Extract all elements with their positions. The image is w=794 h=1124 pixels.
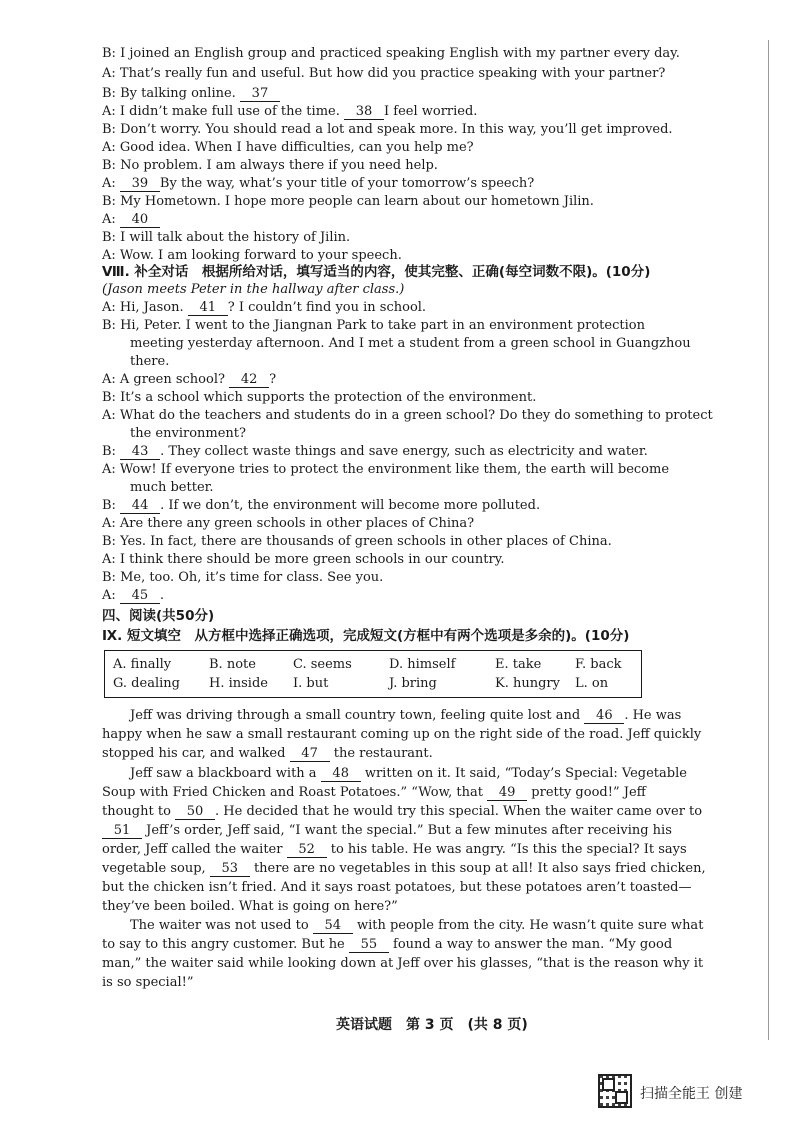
blank-44[interactable]: 44 [120, 499, 160, 514]
option-item: A. finally [113, 657, 172, 672]
qr-code-icon [598, 1074, 632, 1108]
option-item: G. dealing [113, 676, 180, 691]
passage-line: order, Jeff called the waiter 52 to his table. He was angry. “Is this the special? It says [102, 842, 687, 857]
passage-line: 51 Jeff’s order, Jeff said, “I want the special.” But a few minutes after receiving his [102, 823, 672, 839]
passage-line: thought to 50 . He decided that he would try this special. When the waiter came over to [102, 804, 703, 819]
dialogue-line: A: A green school? 42 ? [102, 372, 277, 387]
dialogue-line: A: I think there should be more green schools in our country. [102, 552, 505, 567]
passage-line: Soup with Fried Chicken and Roast Potatoes.” “Wow, that 49 pretty good!” Jeff [102, 785, 646, 800]
blank-37[interactable]: 37 [240, 87, 280, 102]
blank-48[interactable]: 48 [321, 767, 361, 782]
dialogue-line: B: Hi, Peter. I went to the Jiangnan Park to take part in an environment protection [102, 318, 645, 333]
dialogue-line: A: That’s really fun and useful. But how did you practice speaking with your partner? [102, 66, 666, 81]
section-8-scene: (Jason meets Peter in the hallway after class.) [102, 282, 405, 297]
passage-line: but the chicken isn’t fried. And it says roast potatoes, but these potatoes aren’t toasted— [102, 880, 692, 895]
blank-41[interactable]: 41 [188, 301, 228, 316]
dialogue-line: B: I joined an English group and practiced speaking English with my partner every day. [102, 46, 680, 61]
option-item: L. on [575, 676, 609, 691]
page-footer: 英语试题 第 3 页 (共 8 页) [336, 1017, 528, 1033]
option-item: F. back [575, 657, 622, 672]
passage-line: The waiter was not used to 54 with people from the city. He wasn’t quite sure what [130, 918, 704, 933]
blank-39[interactable]: 39 [120, 177, 160, 192]
dialogue-line: much better. [130, 480, 214, 495]
option-item: H. inside [209, 676, 268, 691]
passage-line: to say to this angry customer. But he 55 found a way to answer the man. “My good [102, 937, 673, 952]
dialogue-line: B: No problem. I am always there if you need help. [102, 158, 438, 173]
blank-42[interactable]: 42 [229, 373, 269, 388]
passage-line: happy when he saw a small restaurant coming up on the right side of the road. Jeff quickly [102, 727, 702, 742]
dialogue-line: B: Me, too. Oh, it’s time for class. See you. [102, 570, 384, 585]
blank-54[interactable]: 54 [313, 919, 353, 934]
option-item: J. bring [389, 676, 437, 691]
dialogue-line: B: Yes. In fact, there are thousands of green schools in other places of China. [102, 534, 612, 549]
dialogue-line: B: Don’t worry. You should read a lot and speak more. In this way, you’ll get improved. [102, 122, 673, 137]
passage-line: man,” the waiter said while looking down at Jeff over his glasses, “that is the reason why it [102, 956, 704, 971]
dialogue-line: A: 40 [102, 212, 160, 228]
blank-50[interactable]: 50 [175, 805, 215, 820]
option-item: I. but [293, 676, 329, 691]
options-box [104, 650, 642, 698]
dialogue-line: A: Good idea. When I have difficulties, can you help me? [102, 140, 474, 155]
blank-43[interactable]: 43 [120, 445, 160, 460]
option-item: D. himself [389, 657, 456, 672]
dialogue-line: B: 44 . If we don’t, the environment will become more polluted. [102, 498, 541, 513]
option-item: E. take [495, 657, 542, 672]
dialogue-line: there. [130, 354, 170, 369]
passage-line: vegetable soup, 53 there are no vegetables in this soup at all! It also says fried chicken, [102, 861, 706, 876]
dialogue-line: B: My Hometown. I hope more people can learn about our hometown Jilin. [102, 194, 594, 209]
section-9-title: Ⅸ. 短文填空 从方框中选择正确选项，完成短文(方框中有两个选项是多余的)。(10分) [102, 628, 630, 644]
dialogue-line: A: Wow! If everyone tries to protect the environment like them, the earth will become [102, 462, 670, 477]
dialogue-line: B: I will talk about the history of Jilin. [102, 230, 351, 245]
binding-line [768, 40, 769, 1040]
passage-line: they’ve been boiled. What is going on here?” [102, 899, 398, 914]
option-item: C. seems [293, 657, 352, 672]
dialogue-line: B: By talking online. 37 [102, 86, 280, 102]
dialogue-line: A: 45 . [102, 588, 165, 603]
part-4-title: 四、阅读(共50分) [102, 608, 215, 624]
blank-45[interactable]: 45 [120, 589, 160, 604]
option-item: K. hungry [495, 676, 560, 691]
blank-51[interactable]: 51 [102, 824, 142, 839]
dialogue-line: meeting yesterday afternoon. And I met a student from a green school in Guangzhou [130, 336, 691, 351]
section-8-title: Ⅷ. 补全对话 根据所给对话，填写适当的内容，使其完整、正确(每空词数不限)。(10分) [102, 264, 651, 280]
dialogue-line: A: Wow. I am looking forward to your speech. [102, 248, 402, 263]
dialogue-line: B: 43 . They collect waste things and save energy, such as electricity and water. [102, 444, 648, 459]
dialogue-line: the environment? [130, 426, 246, 441]
blank-49[interactable]: 49 [487, 786, 527, 801]
blank-52[interactable]: 52 [287, 843, 327, 858]
scanner-watermark: 扫描全能王 创建 [640, 1086, 743, 1102]
dialogue-line: A: What do the teachers and students do in a green school? Do they do something to protect [102, 408, 713, 423]
blank-53[interactable]: 53 [210, 862, 250, 877]
dialogue-line: A: Are there any green schools in other places of China? [102, 516, 475, 531]
passage-line: is so special!” [102, 975, 194, 990]
dialogue-line: B: It’s a school which supports the protection of the environment. [102, 390, 537, 405]
passage-line: stopped his car, and walked 47 the restaurant. [102, 746, 433, 761]
dialogue-line: A: Hi, Jason. 41 ? I couldn’t find you in school. [102, 300, 427, 315]
passage-line: Jeff saw a blackboard with a 48 written on it. It said, “Today’s Special: Vegetable [130, 766, 687, 781]
dialogue-line: A: 39 By the way, what’s your title of your tomorrow’s speech? [102, 176, 535, 191]
blank-55[interactable]: 55 [349, 938, 389, 953]
dialogue-line: A: I didn’t make full use of the time. 38 I feel worried. [102, 104, 478, 119]
blank-38[interactable]: 38 [344, 105, 384, 120]
blank-40[interactable]: 40 [120, 213, 160, 228]
option-item: B. note [209, 657, 256, 672]
passage-line: Jeff was driving through a small country town, feeling quite lost and 46 . He was [130, 708, 682, 723]
blank-46[interactable]: 46 [584, 709, 624, 724]
blank-47[interactable]: 47 [290, 747, 330, 762]
